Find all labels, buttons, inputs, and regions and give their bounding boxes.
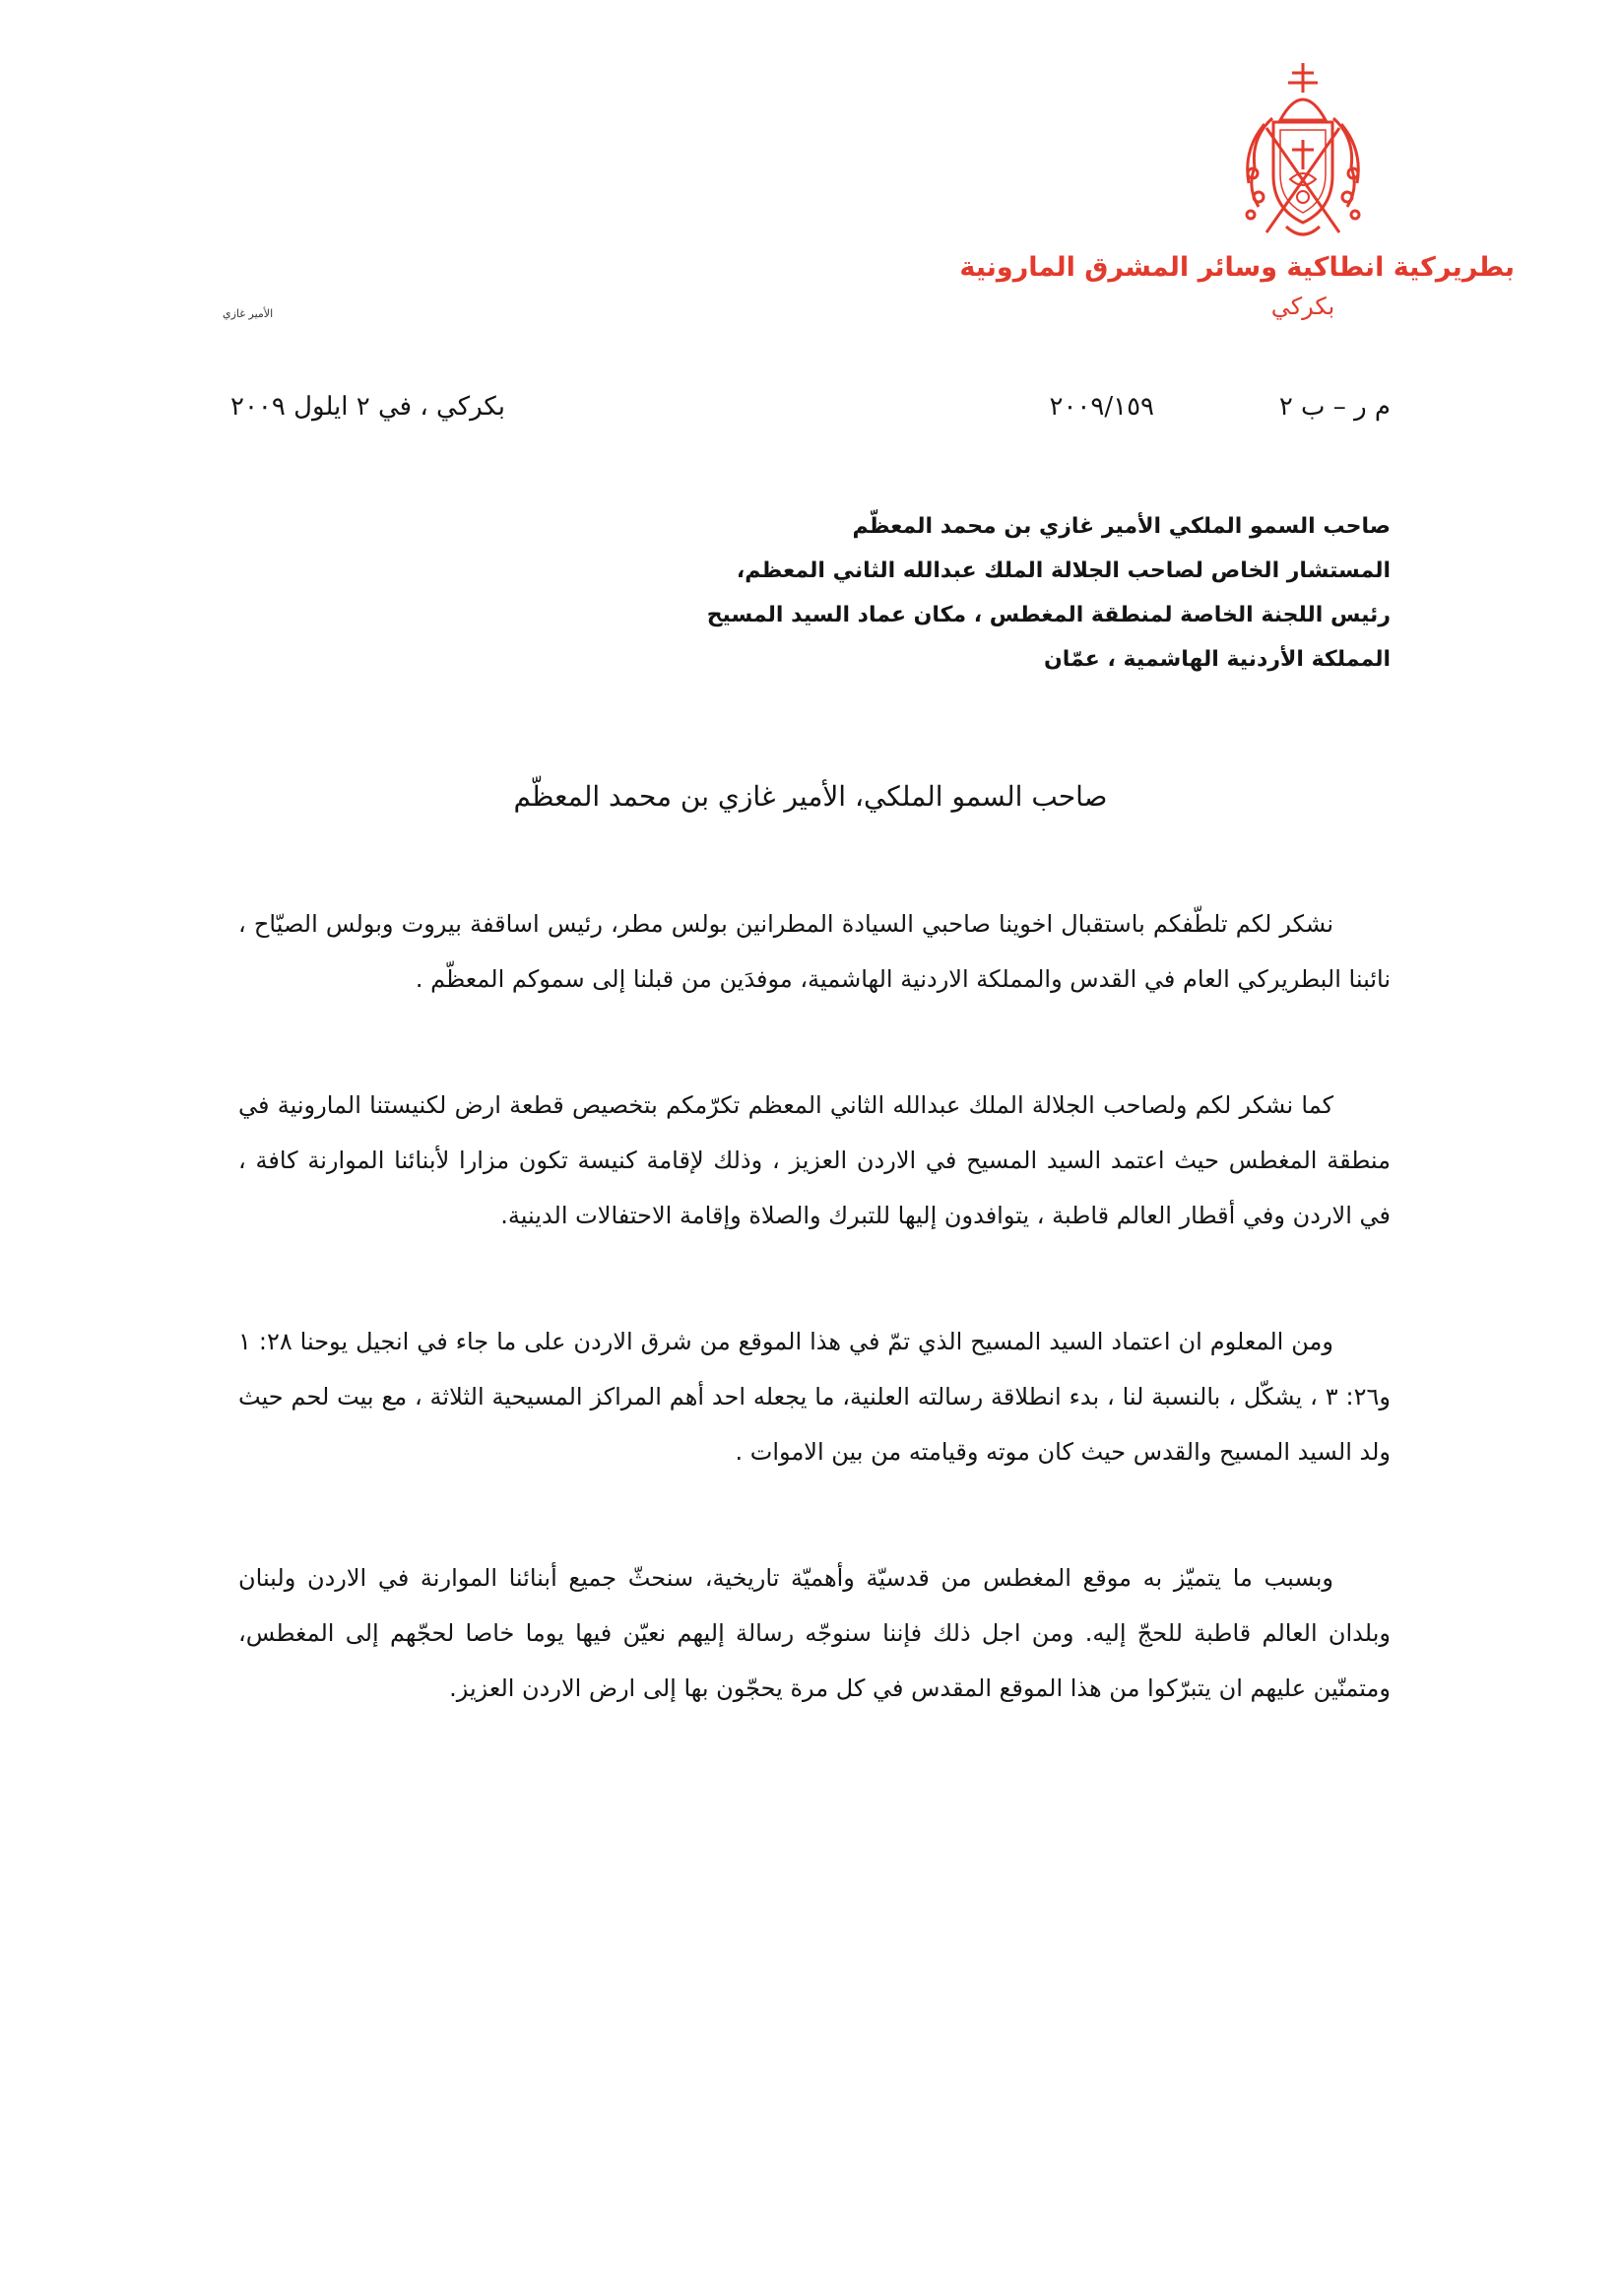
marginal-note: الأمير غازي bbox=[223, 307, 274, 320]
org-place: بكركي bbox=[1270, 293, 1335, 320]
paragraph: ومن المعلوم ان اعتماد السيد المسيح الذي تمّ في هذا الموقع من شرق الاردن على ما جاء في انجيل يوحنا ٢٨: ١ و٢٦: ٣ ، يشكّل ، بالنسبة لنا ، بدء انطلاقة رسالته العلنية، ما يجعله احد أهم المراكز المسيحية الثلاثة ، مع بيت لحم حيث ولد السيد المسيح والقدس حيث كان موته وقيامته من بين الاموات . bbox=[238, 1328, 1392, 1466]
reference-code: م ر – ب ٢ bbox=[1278, 392, 1391, 422]
letter-body bbox=[238, 896, 1391, 1787]
letter-date: بكركي ، في ٢ ايلول ٢٠٠٩ bbox=[230, 392, 506, 422]
addressee-line: صاحب السمو الملكي الأمير غازي بن محمد المعظّم bbox=[852, 514, 1391, 539]
paragraph: كما نشكر لكم ولصاحب الجلالة الملك عبدالله الثاني المعظم تكرّمكم بتخصيص قطعة ارض لكنيستنا المارونية في منطقة المغطس حيث اعتمد السيد المسيح في الاردن العزيز ، وذلك لإقامة كنيسة تكون مزارا لأبنائنا الموارنة كافة ، في الاردن وفي أقطار العالم قاطبة ، يتوافدون إليها للتبرك والصلاة وإقامة الاحتفالات الدينية. bbox=[238, 1091, 1391, 1229]
paragraph: نشكر لكم تلطّفكم باستقبال اخوينا صاحبي السيادة المطرانين بولس مطر، رئيس اساقفة بيروت وبولس الصيّاح ، نائبنا البطريركي العام في القدس والمملكة الاردنية الهاشمية، موفدَين من قبلنا إلى سموكم المعظّم . bbox=[238, 910, 1391, 993]
patriarchal-crest-icon bbox=[1229, 59, 1377, 246]
reference-number: ٢٠٠٩/١٥٩ bbox=[1049, 392, 1154, 422]
letterhead bbox=[959, 59, 1515, 320]
paragraph: وبسبب ما يتميّز به موقع المغطس من قدسيّة وأهميّة تاريخية، سنحثّ جميع أبنائنا الموارنة في الاردن ولبنان وبلدان العالم قاطبة للحجّ إليه. ومن اجل ذلك فإننا سنوجّه رسالة إليهم نعيّن فيها يوما خاصا لحجّهم إلى المغطس، ومتمنّين عليهم ان يتبرّكوا من هذا الموقع المقدس في كل مرة يحجّون بها إلى ارض الاردن العزيز. bbox=[238, 1564, 1391, 1702]
addressee-block bbox=[307, 504, 1391, 682]
addressee-line: رئيس اللجنة الخاصة لمنطقة المغطس ، مكان عماد السيد المسيح bbox=[706, 603, 1391, 627]
addressee-line: المملكة الأردنية الهاشمية ، عمّان bbox=[1044, 647, 1391, 672]
org-name: بطريركية انطاكية وسائر المشرق المارونية bbox=[959, 252, 1515, 283]
salutation: صاحب السمو الملكي، الأمير غازي بن محمد المعظّم bbox=[513, 780, 1108, 813]
addressee-line: المستشار الخاص لصاحب الجلالة الملك عبدالله الثاني المعظم، bbox=[736, 558, 1391, 583]
